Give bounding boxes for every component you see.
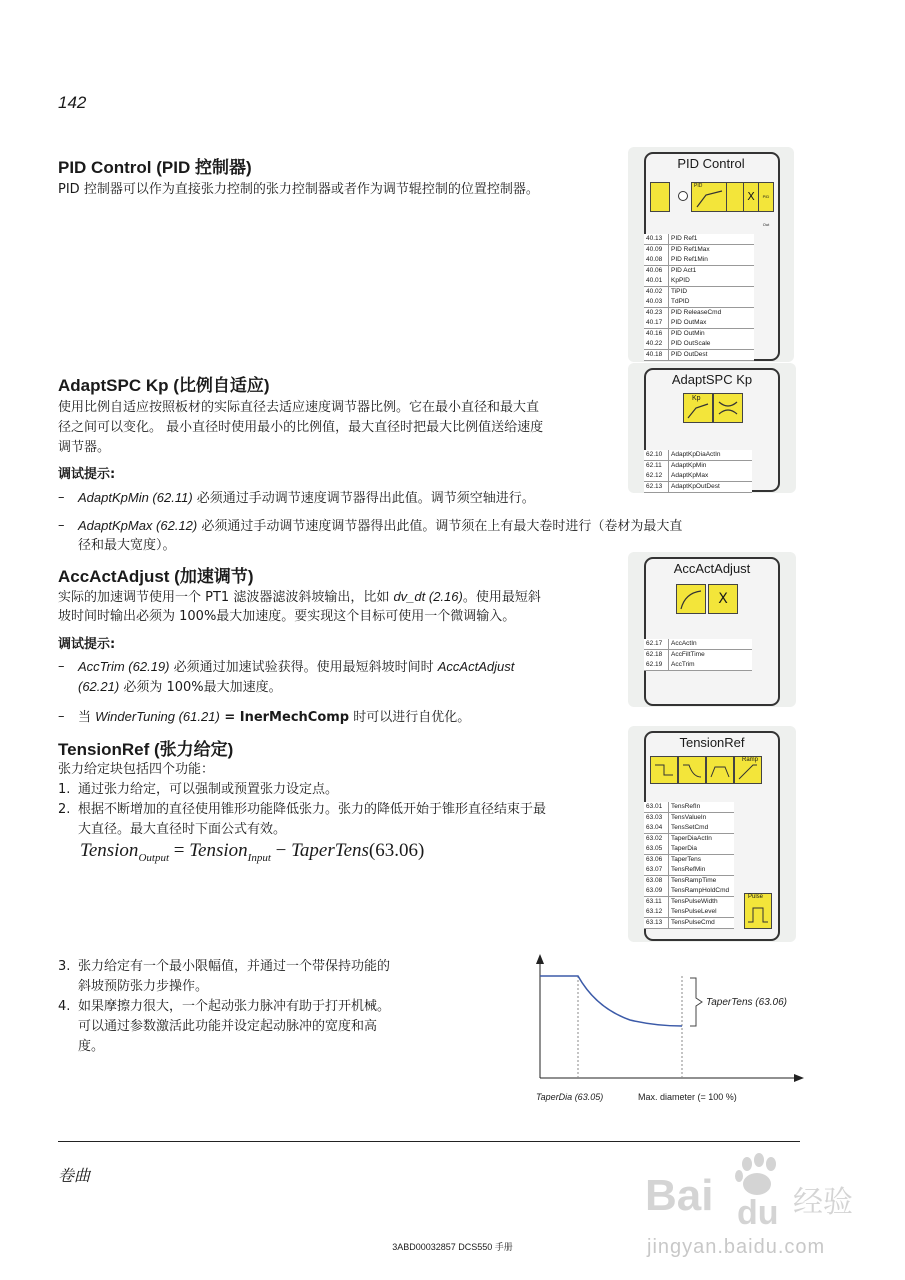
tension-min-box — [706, 756, 734, 784]
param-name: TaperTens — [671, 855, 701, 863]
param-name: TaperDiaActIn — [671, 834, 712, 842]
pulse-icon — [745, 894, 771, 928]
param-row — [644, 255, 754, 266]
param-id: 63.07 — [644, 865, 669, 875]
acc-multiply-box: X — [708, 584, 738, 614]
param-name: AdaptKpDiaActIn — [671, 451, 721, 458]
tension-formula: Tension$_{Output}$ = Tension$_{Input}$ − TaperTens(63.06) — [80, 840, 425, 864]
param-id: 63.05 — [644, 844, 669, 854]
ramp-icon — [735, 757, 761, 783]
svg-text:Bai: Bai — [645, 1171, 714, 1220]
param-name: TensRampTime — [671, 876, 717, 884]
param-name: PID Ref1 — [671, 235, 698, 242]
pid-limiter-box — [726, 182, 744, 212]
param-id: 40.23 — [644, 308, 669, 318]
param-row — [644, 329, 754, 340]
graph-x-arrow — [794, 1074, 804, 1082]
tension-taper-box — [678, 756, 706, 784]
acc-block-diagram — [628, 552, 796, 707]
param-name: TensValueIn — [671, 813, 707, 821]
param-row — [644, 297, 754, 308]
param-id: 63.06 — [644, 855, 669, 865]
param-name: TensPulseCmd — [671, 918, 715, 926]
param-id: 40.17 — [644, 318, 669, 328]
param-id: 62.19 — [644, 660, 669, 670]
param-id: 62.17 — [644, 639, 669, 649]
watermark-url: jingyan.baidu.com — [647, 1236, 826, 1258]
pid-filter-box — [650, 182, 670, 212]
param-name: TdPID — [671, 298, 690, 305]
adapt-bullet-2: – AdaptKpMax (62.12) 必须通过手动调节速度调节器得出此值。调节须在上有最大卷时进行（卷材为最大直 径和最大宽度）。 — [58, 518, 683, 553]
param-row — [644, 834, 734, 845]
adapt-title: AdaptSPC Kp (比例自适应) — [58, 376, 270, 395]
graph-y-arrow — [536, 954, 544, 964]
param-id: 63.11 — [644, 897, 669, 907]
param-row — [644, 907, 734, 918]
param-id: 63.02 — [644, 834, 669, 844]
step-icon — [651, 757, 677, 783]
adapt-kp-box: Kp — [683, 393, 713, 423]
pt1-curve-icon — [677, 585, 705, 613]
adapt-text-line-2: 径之间可以变化。 最小直径时使用最小的比例值，最大直径时把最大比例值送给速度 — [58, 420, 544, 435]
adapt-block-diagram — [628, 363, 796, 493]
param-row — [644, 234, 754, 245]
param-id: 40.18 — [644, 350, 669, 360]
acc-block-title: AccActAdjust — [673, 561, 751, 576]
pid-text: PID 控制器可以作为直接张力控制的张力控制器或者作为调节辊控制的位置控制器。 — [58, 182, 539, 197]
param-row — [644, 660, 752, 671]
param-row — [644, 813, 734, 824]
param-row — [644, 461, 752, 472]
footer-rule — [58, 1141, 800, 1142]
page-number: 142 — [58, 93, 87, 112]
param-name: TaperDia — [671, 845, 698, 852]
svg-text:经验: 经验 — [793, 1185, 853, 1220]
param-row — [644, 482, 752, 493]
param-row — [644, 876, 734, 887]
param-name: PID Act1 — [671, 266, 697, 274]
pid-response-icon — [692, 183, 726, 211]
footer-chapter: 卷曲 — [58, 1166, 91, 1185]
tension-set-box — [650, 756, 678, 784]
param-name: TensRefMin — [671, 866, 706, 873]
pid-out-box: PID Out — [758, 182, 774, 212]
param-name: PID Ref1Min — [671, 256, 708, 263]
param-row — [644, 339, 754, 350]
pid-title: PID Control (PID 控制器) — [58, 158, 252, 177]
param-row — [644, 823, 734, 834]
taper-tension-graph — [520, 950, 810, 1110]
param-id: 40.06 — [644, 266, 669, 276]
param-name: TensPulseLevel — [671, 908, 717, 915]
baidu-paw-logo — [645, 1150, 885, 1240]
svg-text:du: du — [737, 1194, 779, 1232]
param-name: AccFiltTime — [671, 650, 705, 658]
param-row — [644, 918, 734, 929]
tension-item-1: 1. 通过张力给定，可以强制或预置张力设定点。 — [58, 782, 339, 797]
adapt-text-line-1: 使用比例自适应按照板材的实际直径去适应速度调节器比例。它在最小直径和最大直 — [58, 400, 540, 415]
tension-intro: 张力给定块包括四个功能： — [58, 762, 215, 777]
param-row — [644, 266, 754, 277]
param-name: AdaptKpMax — [671, 472, 709, 479]
param-row — [644, 450, 752, 461]
tension-item-4: 4. 如果摩擦力很大，一个起动张力脉冲有助于打开机械。 可以通过参数激活此功能并设定起动脉冲的宽度和高 度。 — [58, 999, 391, 1054]
param-name: PID OutMin — [671, 329, 705, 337]
taper-tens-brace — [690, 978, 702, 1026]
tension-block-diagram — [628, 726, 796, 942]
param-id: 63.09 — [644, 886, 669, 896]
adapt-hint-title: 调试提示: — [58, 467, 116, 482]
pid-multiply-box: X — [743, 182, 759, 212]
param-name: PID OutScale — [671, 340, 711, 347]
tension-curve — [540, 976, 682, 1026]
min-limit-icon — [707, 757, 733, 783]
tension-title: TensionRef (张力给定) — [58, 740, 234, 759]
acc-bullet-1: – AccTrim (62.19) 必须通过加速试验获得。使用最短斜坡时间时 AccActAdjust (62.21) 必须为 100%最大加速度。 — [58, 659, 515, 695]
param-id: 62.13 — [644, 482, 669, 492]
param-row — [644, 844, 734, 855]
acc-filter-box — [676, 584, 706, 614]
param-name: PID OutDest — [671, 350, 708, 358]
param-name: PID ReleaseCmd — [671, 308, 722, 316]
tension-block-title: TensionRef — [679, 735, 745, 750]
adapt-limiter-box — [713, 393, 743, 423]
param-row — [644, 308, 754, 319]
limiter-icon — [714, 394, 742, 422]
taper-icon — [679, 757, 705, 783]
param-name: AccTrim — [671, 661, 695, 668]
param-name: AccActIn — [671, 640, 697, 647]
param-id: 40.08 — [644, 255, 669, 265]
param-row — [644, 350, 754, 361]
param-id: 62.12 — [644, 471, 669, 481]
param-name: TiPID — [671, 287, 688, 295]
param-name: AdaptKpOutDest — [671, 482, 720, 490]
param-row — [644, 245, 754, 256]
tension-ramp-box: Ramp — [734, 756, 762, 784]
taper-tens-label: TaperTens (63.06) — [706, 997, 787, 1008]
param-row — [644, 650, 752, 661]
param-name: PID OutMax — [671, 319, 707, 326]
pid-block-diagram — [628, 147, 794, 362]
param-name: KpPID — [671, 277, 690, 284]
param-name: TensRampHoldCmd — [671, 887, 730, 894]
param-id: 62.18 — [644, 650, 669, 660]
param-row — [644, 287, 754, 298]
acc-title: AccActAdjust (加速调节) — [58, 567, 254, 586]
adapt-bullet-1: – AdaptKpMin (62.11) 必须通过手动调节速度调节器得出此值。调节须空轴进行。 — [58, 490, 535, 506]
param-id: 40.16 — [644, 329, 669, 339]
param-row — [644, 471, 752, 482]
acc-text-line-1: 实际的加速调节使用一个 PT1 滤波器滤波斜坡输出，比如 dv_dt (2.16)。使用最短斜 — [58, 589, 541, 605]
taper-dia-label: TaperDia (63.05) — [536, 1092, 604, 1102]
param-id: 40.01 — [644, 276, 669, 286]
param-row — [644, 865, 734, 876]
acc-bullet-2: – 当 WinderTuning (61.21) = InerMechComp 时可以进行自优化。 — [58, 709, 471, 725]
pid-sum-node — [678, 191, 688, 201]
param-id: 40.03 — [644, 297, 669, 307]
param-id: 63.04 — [644, 823, 669, 833]
param-row — [644, 639, 752, 650]
param-row — [644, 897, 734, 908]
kp-curve-icon — [684, 394, 712, 422]
max-dia-label: Max. diameter (= 100 %) — [638, 1092, 737, 1102]
param-id: 40.22 — [644, 339, 669, 349]
param-name: AdaptKpMin — [671, 461, 707, 469]
tension-item-3: 3. 张力给定有一个最小限幅值，并通过一个带保持功能的 斜坡预防张力步操作。 — [58, 959, 391, 994]
param-row — [644, 318, 754, 329]
param-id: 63.01 — [644, 802, 669, 812]
pid-controller-box: PID — [691, 182, 727, 212]
adapt-block-title: AdaptSPC Kp — [671, 372, 753, 387]
param-row — [644, 802, 734, 813]
param-name: TensPulseWidth — [671, 897, 718, 905]
acc-text-line-2: 坡时间时输出必须为 100%最大加速度。要实现这个目标可使用一个微调输入。 — [58, 609, 516, 624]
param-name: PID Ref1Max — [671, 245, 710, 253]
param-id: 63.03 — [644, 813, 669, 823]
param-row — [644, 855, 734, 866]
param-name: TensRefIn — [671, 803, 701, 810]
param-id: 63.08 — [644, 876, 669, 886]
param-id: 40.09 — [644, 245, 669, 255]
baidu-watermark — [645, 1150, 885, 1258]
param-row — [644, 886, 734, 897]
footer-doc-id: 3ABD00032857 DCS550 手册 — [392, 1242, 513, 1252]
param-id: 63.13 — [644, 918, 669, 928]
adapt-text-line-3: 调节器。 — [58, 440, 111, 455]
param-id: 40.02 — [644, 287, 669, 297]
tension-pulse-box: Pulse — [744, 893, 772, 929]
param-id: 62.11 — [644, 461, 669, 471]
param-id: 40.13 — [644, 234, 669, 244]
tension-item-2: 2. 根据不断增加的直径使用锥形功能降低张力。张力的降低开始于锥形直径结束于最 大直径。最大直径时下面公式有效。 — [58, 802, 547, 837]
acc-hint-title: 调试提示: — [58, 637, 116, 652]
param-id: 63.12 — [644, 907, 669, 917]
param-row — [644, 276, 754, 287]
param-name: TensSetCmd — [671, 824, 709, 831]
pid-block-title: PID Control — [677, 156, 745, 171]
param-id: 62.10 — [644, 450, 669, 460]
